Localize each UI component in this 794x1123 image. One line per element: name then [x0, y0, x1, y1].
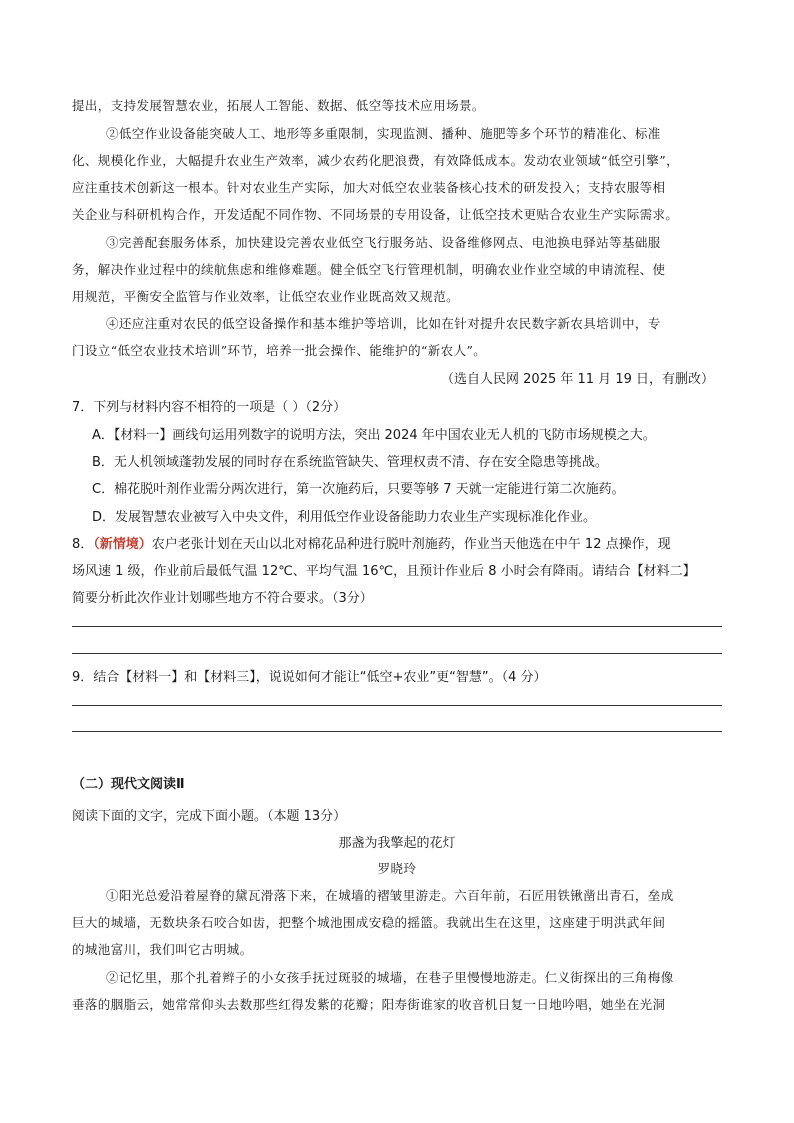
- material-para3-line3: 用规范，平衡安全监管与作业效率，让低空农业作业既高效又规范。: [72, 289, 460, 304]
- material-para4-line2: 门设立“低空农业技术培训”环节，培养一批会操作、能维护的“新农人”。: [72, 343, 487, 358]
- q8-number: 8．: [72, 537, 94, 552]
- section-heading: （二）现代文阅读Ⅱ: [72, 777, 185, 792]
- material-para2-line1: ②低空作业设备能突破人工、地形等多重限制，实现监测、播种、施肥等多个环节的精准化、标准: [106, 126, 661, 141]
- q8-line1: [72, 533, 671, 552]
- q7-stem: 7．下列与材料内容不相符的一项是（ ）（2分）: [72, 400, 347, 415]
- q9-answer-line-1[interactable]: [72, 705, 722, 706]
- material-source: （选自人民网 2025 年 11 月 19 日，有删改）: [441, 372, 714, 387]
- article-title: 那盏为我擎起的花灯: [338, 836, 456, 851]
- q9-stem: 9．结合【材料一】和【材料三】，说说如何才能让“低空+农业”更“智慧”。（4 分）: [72, 670, 547, 685]
- article-para1-line2: 巨大的城墙，无数块条石咬合如齿，把整个城池围成安稳的摇篮。我就出生在这里，这座建于明洪武年间: [72, 915, 666, 930]
- q8-text-line1: 农户老张计划在天山以北对棉花品种进行脱叶剂施药，作业当天他选在中午 12 点操作，现: [151, 537, 671, 552]
- q7-option-a[interactable]: A．【材料一】画线句运用列数字的说明方法，突出 2024 年中国农业无人机的飞防市场规模之大。: [92, 428, 656, 443]
- material-para2-line3: 应注重技术创新这一根本。针对农业生产实际，加大对低空农业装备核心技术的研发投入；支持农服等相: [72, 180, 666, 195]
- material-para2-line4: 关企业与科研机构合作，开发适配不同作物、不同场景的专用设备，让低空技术更贴合农业生产实际需求。: [72, 207, 679, 222]
- q8-new-context-tag: （新情境）: [93, 537, 152, 552]
- q8-answer-line-1[interactable]: [72, 626, 722, 627]
- article-para2-line2: 垂落的胭脂云，她常常仰头去数那些红得发紫的花瓣；阳寿街谁家的收音机日复一日地吟唱，她坐在光洞: [72, 997, 666, 1012]
- article-para1-line3: 的城池富川，我们叫它古明城。: [72, 942, 253, 957]
- material-para3-line2: 务，解决作业过程中的续航焦虑和维修难题。健全低空飞行管理机制，明确农业作业空域的申请流程、使: [72, 262, 666, 277]
- material-para1-tail: 提出，支持发展智慧农业，拓展人工智能、数据、低空等技术应用场景。: [72, 98, 485, 113]
- material-para4-line1: ④还应注重对农民的低空设备操作和基本维护等培训，比如在针对提升农民数字新农具培训中，专: [106, 316, 661, 331]
- material-para3-line1: ③完善配套服务体系，加快建设完善农业低空飞行服务站、设备维修网点、电池换电驿站等基础服: [106, 235, 661, 250]
- section-instruction: 阅读下面的文字，完成下面小题。（本题 13分）: [72, 809, 347, 824]
- material-para2-line2: 化、规模化作业，大幅提升农业生产效率，减少农药化肥浪费，有效降低成本。发动农业领域“低空引擎”，: [72, 153, 679, 168]
- q7-option-c[interactable]: C．棉花脱叶剂作业需分两次进行，第一次施药后，只要等够 7 天就一定能进行第二次施药。: [92, 482, 625, 497]
- q9-answer-line-2[interactable]: [72, 731, 722, 732]
- q7-option-d[interactable]: D．发展智慧农业被写入中央文件，利用低空作业设备能助力农业生产实现标准化作业。: [92, 510, 597, 525]
- q8-text-line3: 简要分析此次作业计划哪些地方不符合要求。（3分）: [72, 591, 373, 606]
- q8-answer-line-2[interactable]: [72, 653, 722, 654]
- q7-option-b[interactable]: B．无人机领域蓬勃发展的同时存在系统监管缺失、管理权责不清、存在安全隐患等挑战。: [92, 455, 608, 470]
- article-para1-line1: ①阳光总爱沿着屋脊的黛瓦滑落下来，在城墙的褶皱里游走。六百年前，石匠用铁锹凿出青石，垒成: [106, 888, 674, 903]
- q8-text-line2: 场风速 1 级，作业前后最低气温 12℃、平均气温 16℃，且预计作业后 8 小时会有降雨。请结合【材料二】: [72, 564, 696, 579]
- article-author: 罗晓玲: [377, 861, 417, 876]
- article-para2-line1: ②记忆里，那个扎着辫子的小女孩手抚过斑驳的城墙，在巷子里慢慢地游走。仁义街探出的三角梅像: [106, 970, 674, 985]
